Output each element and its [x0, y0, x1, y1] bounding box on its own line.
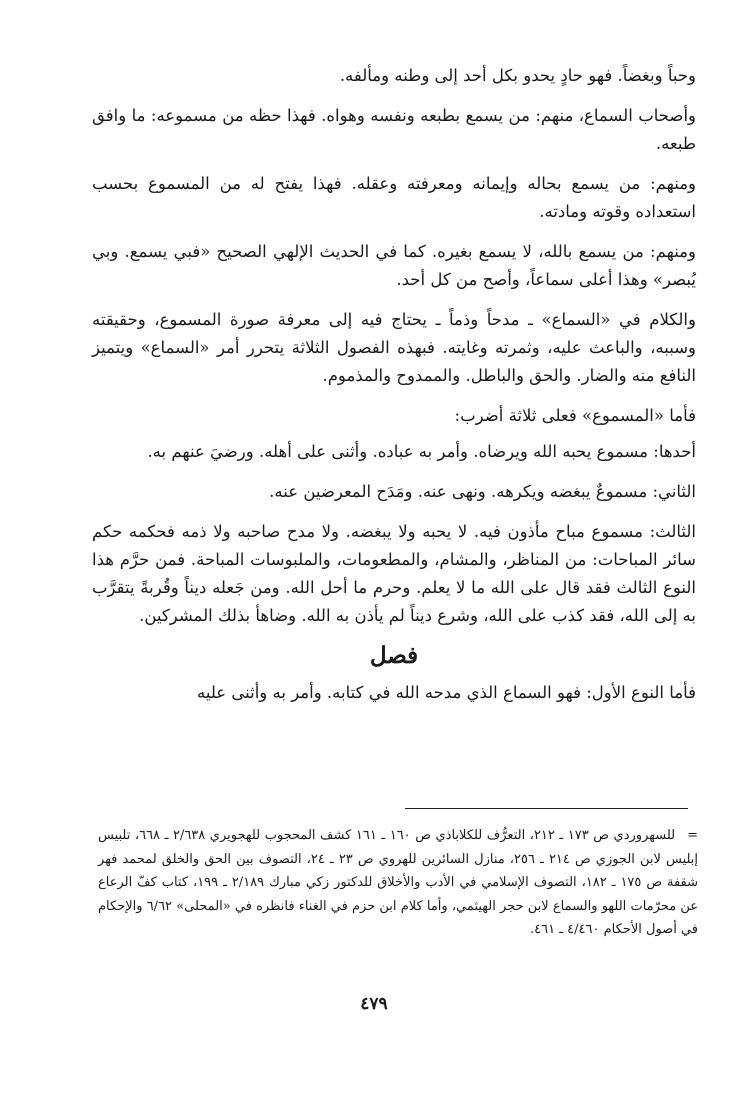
paragraph-2: وأصحاب السماع، منهم: من يسمع بطبعه ونفسه وهواه. فهذا حظه من مسموعه: ما وافق طبعه.: [92, 106, 696, 153]
closing-paragraph: فأما النوع الأول: فهو السماع الذي مدحه الله في كتابه. وأمر به وأثنى عليه: [197, 683, 696, 702]
section-heading: فصل: [369, 642, 419, 669]
footnote-divider: [405, 808, 688, 809]
paragraph-3: ومنهم: من يسمع بحاله وإيمانه ومعرفته وعقله. فهذا يفتح له من المسموع بحسب استعداده وقوته ومادته.: [92, 174, 696, 221]
footnote-text: للسهروردي ص ١٧٣ ـ ٢١٢، التعرُّف للكلاباذي ص ١٦٠ ـ ١٦١ كشف المحجوب للهجويري ٢/٦٣٨ ـ ٦٦٨، تلبيس إبليس لابن الجوزي ص ٢١٤ ـ ٢٥٦، منازل السائرين للهروي ص ٢٣ ـ ٢٤، التصوف بين الحق والخلق لمحمد فهر شقفة ص ١٧٥ ـ ١٨٢، التصوف الإسلامي في الأدب والأخلاق للدكتور زكي مبارك ٢/١٨٩ ـ ١٩٩، كتاب كفّ الرعاع عن محرّمات اللهو والسماع لابن حجر الهيثمي، وأما كلام ابن حزم في الغناء فانظره في «المحلى» ٦/٦٢ والإحكام في أصول الأحكام ٤/٤٦٠ ـ ٤٦١.: [98, 828, 699, 937]
paragraph-1: وحباً وبغضاً. فهو حادٍ يحدو بكل أحد إلى وطنه ومألفه.: [339, 66, 696, 85]
paragraph-9: الثالث: مسموع مباح مأذون فيه. لا يحبه ولا يبغضه. ولا مدح صاحبه ولا ذمه فحكمه حكم سائر المباحات: من المناظر، والمشام، والمطعومات، والملبوسات المباحة. فمن حرَّم هذا النوع الثالث فقد قال على الله ما لا يعلم. وحرم ما أحل الله. ومن جَعله ديناً وقُربةً يتقرَّب به إلى الله، فقد كذب على الله، وشرع ديناً لم يأذن به الله. وضاهأ بذلك المشركين.: [92, 522, 696, 625]
main-text: [92, 62, 696, 719]
paragraph-5: والكلام في «السماع» ـ مدحاً وذماً ـ يحتاج فيه إلى معرفة صورة المسموع، وحقيقته وسببه، والباعث عليه، وثمرته وغايته. فبهذه الفصول الثلاثة يتحرر أمر «السماع» ويتميز النافع منه والضار. والحق والباطل. والممدوح والمذموم.: [92, 310, 696, 385]
paragraph-6: فأما «المسموع» فعلى ثلاثة أضرب:: [454, 406, 696, 425]
footnote: [98, 824, 698, 942]
paragraph-7: أحدها: مسموع يحبه الله ويرضاه. وأمر به عباده. وأثنى على أهله. ورضيَ عنهم به.: [147, 442, 696, 461]
page-number: ٤٧٩: [360, 994, 388, 1014]
paragraph-4: ومنهم: من يسمع بالله، لا يسمع بغيره. كما في الحديث الإلهي الصحيح «فبي يسمع. وبي يُبصر» وهذا أعلى سماعاً، وأصح من كل أحد.: [92, 242, 696, 289]
paragraph-8: الثاني: مسموعٌ يبغضه ويكرهه. ونهى عنه. ومَدَح المعرضين عنه.: [269, 482, 696, 501]
footnote-marker: =: [687, 828, 699, 843]
